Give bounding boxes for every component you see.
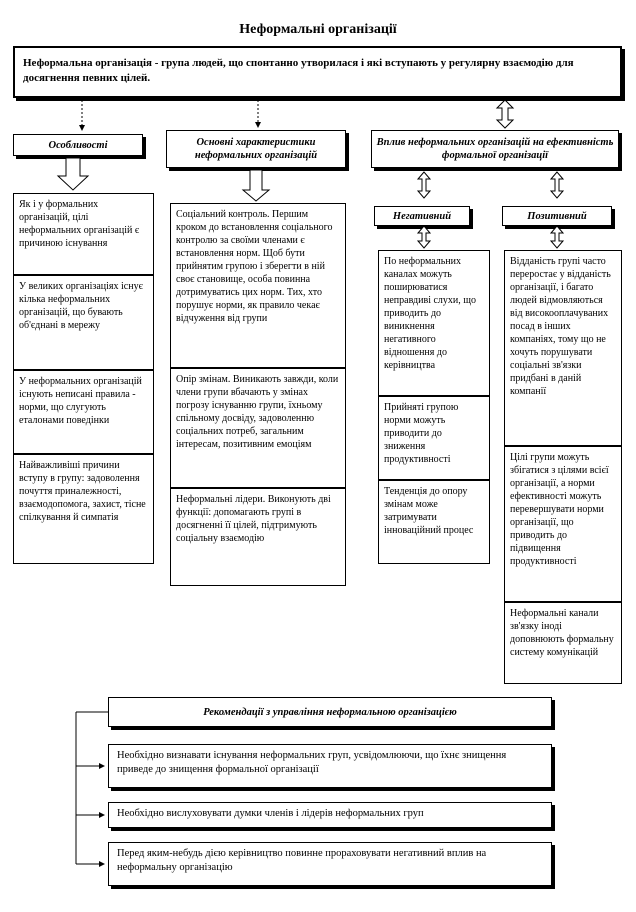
positive-item-2: Цілі групи можуть збігатися з цілями всієї організації, а норми ефективності можуть перевершувати норми організації, що приводить до підвищення продуктивності — [504, 446, 622, 602]
influence-header: Вплив неформальних організацій на ефективність формальної організації — [371, 130, 619, 168]
recommendation-item-1: Необхідно визнавати існування неформальних груп, усвідомлюючи, що їхнє знищення приведе до знищення формальної організації — [108, 744, 552, 788]
dotted-arrows — [82, 100, 258, 130]
characteristics-item-3: Неформальні лідери. Виконують дві функції: допомагають групі в досягненні її цілей, підтримують соціальну взаємодію — [170, 488, 346, 586]
arrow-negative-col — [418, 226, 430, 248]
characteristics-item-1: Соціальний контроль. Першим кроком до встановлення соціального контролю за своїми членами є встановлення норм. Щоб бути прийнятим групою і зберегти в ній своє становище, особа повинна дотримуватись цих норм. Тих, хто порушує норми, як правило чекає відчуження від групи — [170, 203, 346, 368]
positive-item-1: Відданість групі часто переростає у відданість організації, і багато людей відмовляються від високооплачуваних посад в інших компаніях, тому що не хочуть порушувати соціальні зв'язки придбані в даній компанії — [504, 250, 622, 446]
arrow-negative-header — [418, 172, 430, 198]
arrow-positive-header — [551, 172, 563, 198]
positive-header: Позитивний — [502, 206, 612, 226]
definition-box: Неформальна організація - група людей, що спонтанно утворилася і які вступають у регулярну взаємодію для досягнення певних цілей. — [13, 46, 622, 98]
arrow-positive-col — [551, 226, 563, 248]
negative-item-2: Прийняті групою норми можуть приводити до зниження продуктивності — [378, 396, 490, 480]
recommendations-bracket — [76, 712, 108, 864]
double-arrow-influence — [497, 100, 513, 128]
characteristics-item-2: Опір змінам. Виникають завжди, коли члени групи вбачають у змінах погрозу існуванню групи, їхньому спільному досвіду, задоволенню соціальних потреб, загальним інтересам, позитивним емоціям — [170, 368, 346, 488]
features-item-3: У неформальних організацій існують неписані правила - норми, що слугують еталонами поведінки — [13, 370, 154, 454]
features-item-2: У великих організаціях існує кілька неформальних організацій, що бувають об'єднані в мережу — [13, 275, 154, 370]
page-title: Неформальні організації — [239, 22, 397, 37]
recommendation-item-3: Перед яким-небудь дією керівництво повинне прораховувати негативний вплив на неформальну організацію — [108, 842, 552, 886]
negative-header: Негативний — [374, 206, 470, 226]
features-item-1: Як і у формальних організацій, цілі неформальних організацій є причиною існування — [13, 193, 154, 275]
negative-item-1: По неформальних каналах можуть поширюватися неправдиві слухи, що приводить до виникнення негативного відношення до керівництва — [378, 250, 490, 396]
features-header: Особливості — [13, 134, 143, 156]
recommendations-header: Рекомендації з управління неформальною організацією — [108, 697, 552, 727]
negative-item-3: Тенденція до опору змінам може затримувати інноваційний процес — [378, 480, 490, 564]
arrow-features — [58, 158, 88, 190]
features-item-4: Найважливіші причини вступу в групу: задоволення почуття приналежності, взаємодопомога, захист, тісне спілкування й симпатія — [13, 454, 154, 564]
characteristics-header: Основні характеристики неформальних організацій — [166, 130, 346, 168]
positive-item-3: Неформальні канали зв'язку іноді доповнюють формальну систему комунікацій — [504, 602, 622, 684]
recommendation-item-2: Необхідно вислуховувати думки членів і лідерів неформальних груп — [108, 802, 552, 828]
arrow-characteristics — [243, 170, 269, 201]
